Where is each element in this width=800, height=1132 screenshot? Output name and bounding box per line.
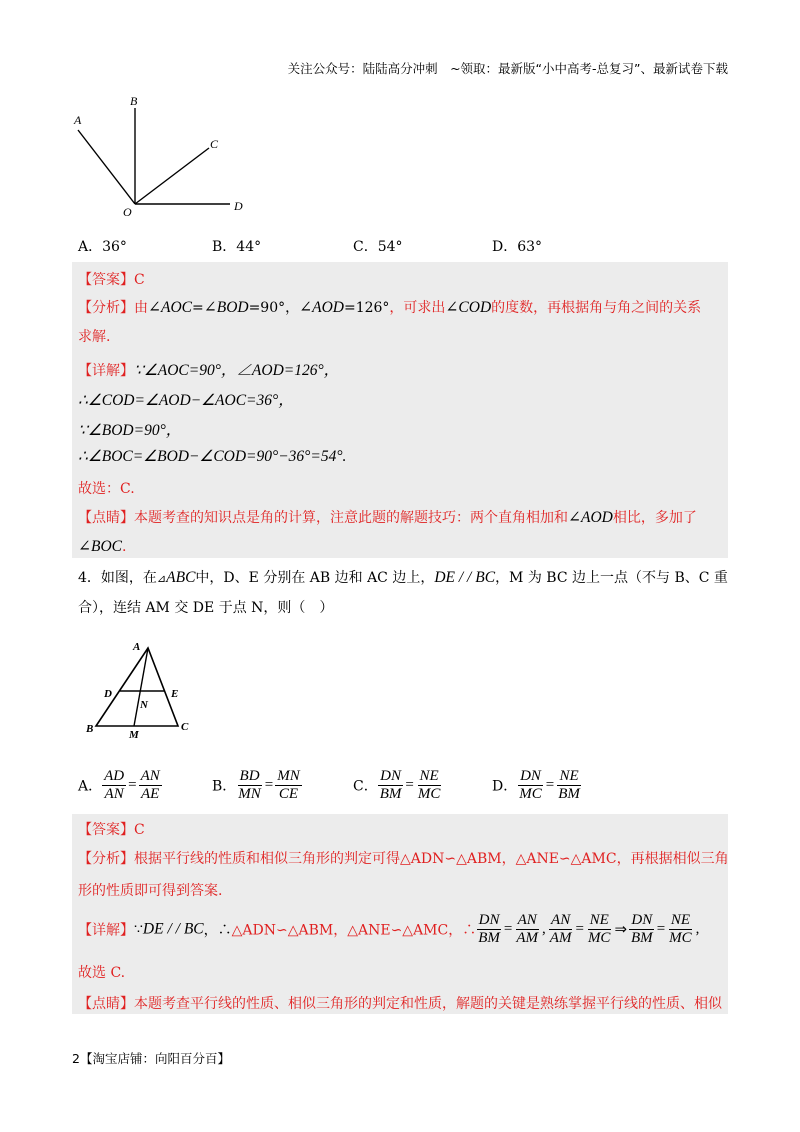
text: ，M 为 BC 边上一点（不与 B、C 重 bbox=[495, 570, 728, 586]
q3-answer bbox=[78, 269, 145, 289]
label-m: M bbox=[129, 729, 139, 740]
q3-analysis bbox=[78, 297, 701, 317]
choice-label: A． bbox=[78, 778, 103, 795]
q4-detail-line2: 故选 C. bbox=[78, 965, 126, 981]
denominator: MN bbox=[238, 786, 261, 802]
q4-choice-c[interactable] bbox=[353, 768, 442, 803]
math-de-parallel-bc: DE / / BC bbox=[434, 569, 496, 586]
equals: = bbox=[503, 921, 513, 937]
ray-oa bbox=[78, 130, 135, 204]
label-b: B bbox=[86, 723, 94, 735]
equals: = bbox=[264, 777, 274, 793]
q4-analysis bbox=[78, 848, 729, 868]
fraction bbox=[102, 768, 126, 803]
fraction bbox=[548, 912, 574, 947]
fraction bbox=[586, 912, 613, 947]
comment-tag: 【点睛】 bbox=[78, 996, 134, 1012]
numerator: DN bbox=[631, 912, 653, 928]
choice-label: C． bbox=[353, 778, 378, 795]
angle-figure bbox=[66, 92, 256, 220]
page-header: 关注公众号：陆陆高分冲刺 ~领取：最新版“小中高考-总复习”、最新试卷下载 bbox=[287, 61, 728, 76]
numerator: BD bbox=[239, 768, 260, 784]
q3-detail bbox=[78, 358, 339, 380]
answer-value: C bbox=[134, 822, 145, 838]
text: 根据平行线的性质和相似三角形的判定可得△ADN∽△ABM，△ANE∽△AMC，再根据相似三角 bbox=[134, 851, 729, 867]
comma: , bbox=[542, 921, 546, 937]
equals: = bbox=[656, 921, 666, 937]
numerator: DN bbox=[380, 768, 401, 784]
q3-analysis-line2: 求解. bbox=[78, 329, 111, 345]
detail-tag: 【详解】 bbox=[78, 922, 134, 939]
label-c: C bbox=[210, 137, 219, 151]
math-aod: ∠AOD bbox=[299, 299, 344, 316]
text: 相比，多加了 bbox=[612, 510, 697, 526]
text: 的度数，再根据角与角之间的关系 bbox=[491, 300, 702, 316]
answer-tag: 【答案】 bbox=[78, 272, 134, 288]
denominator: AM bbox=[516, 930, 539, 946]
label-a: A bbox=[133, 641, 141, 653]
denominator: BM bbox=[631, 930, 653, 946]
triangle-abc bbox=[96, 648, 178, 726]
numerator: AN bbox=[551, 912, 571, 928]
text: . bbox=[122, 539, 127, 555]
comment-tag: 【点睛】 bbox=[78, 510, 134, 526]
denominator: BM bbox=[478, 930, 500, 946]
numerator: AD bbox=[104, 768, 125, 784]
q3-choice-c[interactable]: C．54° bbox=[353, 239, 403, 255]
analysis-tag: 【分析】 bbox=[78, 851, 134, 867]
answer-tag: 【答案】 bbox=[78, 822, 134, 838]
fraction bbox=[378, 768, 404, 803]
page-footer: 2【淘宝店铺：向阳百分百】 bbox=[72, 1051, 230, 1066]
fraction bbox=[629, 912, 655, 947]
text: ，可求出 bbox=[389, 300, 446, 316]
text: 由 bbox=[134, 300, 148, 316]
label-n: N bbox=[140, 699, 148, 711]
math-bod: ∠BOD bbox=[203, 299, 249, 316]
label-d: D bbox=[104, 688, 112, 700]
because-symbol: ∵ bbox=[134, 921, 143, 938]
label-d: D bbox=[234, 199, 243, 213]
math-cod: ∠COD bbox=[445, 299, 492, 316]
numerator: DN bbox=[520, 768, 541, 784]
numerator: NE bbox=[670, 912, 690, 928]
implies-symbol: ⇒ bbox=[614, 922, 628, 938]
denominator: MC bbox=[519, 786, 542, 802]
fraction bbox=[275, 768, 302, 803]
denominator: MC bbox=[669, 930, 692, 946]
fraction bbox=[667, 912, 694, 947]
math-aod: ∠AOD bbox=[568, 509, 613, 526]
label-a: A bbox=[74, 113, 82, 127]
denominator: AN bbox=[104, 786, 124, 802]
q4-choice-a[interactable] bbox=[78, 768, 162, 803]
label-b: B bbox=[130, 94, 138, 108]
fraction bbox=[556, 768, 582, 803]
math-90: =90°， bbox=[248, 300, 300, 316]
numerator: DN bbox=[478, 912, 500, 928]
triangle-symbol: ⊿ bbox=[156, 572, 167, 585]
detail-line-4: ∴∠BOC=∠BOD−∠COD=90°−36°=54°. bbox=[78, 448, 347, 465]
comma: , bbox=[695, 921, 700, 937]
q4-stem bbox=[78, 567, 728, 587]
text: 本题考查的知识点是角的计算，注意此题的解题技巧：两个直角相加和 bbox=[134, 510, 568, 526]
equals: = bbox=[545, 777, 555, 793]
label-o: O bbox=[123, 205, 132, 219]
q4-comment bbox=[78, 993, 722, 1013]
analysis-tag: 【分析】 bbox=[78, 300, 134, 316]
choice-label: B． bbox=[212, 778, 237, 795]
denominator: BM bbox=[379, 786, 402, 802]
equals: = bbox=[128, 777, 137, 793]
math-boc: ∠BOC bbox=[78, 538, 122, 555]
fraction bbox=[416, 768, 443, 803]
ray-oc bbox=[135, 148, 209, 204]
math-abc: ABC bbox=[166, 569, 196, 586]
math-eq: = bbox=[192, 300, 204, 316]
q3-comment-line2 bbox=[78, 537, 126, 556]
q3-choice-b[interactable]: B．44° bbox=[212, 239, 262, 255]
therefore-symbol: ，∴ bbox=[203, 922, 232, 939]
q3-comment bbox=[78, 507, 697, 527]
fraction bbox=[139, 768, 162, 803]
label-c: C bbox=[181, 721, 189, 733]
detail-line-2: ∴∠COD=∠AOD−∠AOC=36°， bbox=[78, 392, 294, 409]
triangle-figure bbox=[82, 640, 202, 740]
equals: = bbox=[575, 921, 584, 937]
numerator: MN bbox=[277, 768, 300, 784]
detail-line-1: ∵∠AOC=90°，∠AOD=126°， bbox=[134, 362, 340, 379]
detail-tag: 【详解】 bbox=[78, 363, 134, 379]
q4-stem-line2: 合），连结 AM 交 DE 于点 N，则（ ） bbox=[78, 600, 334, 616]
text: 4．如图，在 bbox=[78, 570, 157, 586]
q3-choice-d[interactable]: D．63° bbox=[492, 239, 543, 255]
math-de-parallel-bc: DE / / BC bbox=[142, 920, 204, 938]
q4-analysis-line2: 形的性质即可得到答案. bbox=[78, 883, 223, 899]
numerator: NE bbox=[559, 768, 579, 784]
q3-choice-a[interactable]: A．36° bbox=[78, 239, 127, 255]
detail-line-5: 故选：C. bbox=[78, 481, 135, 497]
q4-detail bbox=[78, 912, 701, 947]
text: 本题考查平行线的性质、相似三角形的判定和性质，解题的关键是熟练掌握平行线的性质、相似 bbox=[134, 996, 722, 1012]
detail-line-3: ∵∠BOD=90°， bbox=[78, 422, 182, 439]
q4-answer bbox=[78, 819, 145, 839]
similar-triangles: △ADN∽△ABM，△ANE∽△AMC，∴ bbox=[231, 922, 477, 939]
numerator: NE bbox=[589, 912, 609, 928]
label-e: E bbox=[171, 688, 179, 700]
q4-choice-b[interactable] bbox=[212, 768, 302, 803]
numerator: NE bbox=[419, 768, 439, 784]
numerator: AN bbox=[140, 768, 160, 784]
denominator: MC bbox=[417, 786, 441, 802]
fraction bbox=[236, 768, 263, 803]
math-126: =126° bbox=[343, 300, 390, 316]
fraction bbox=[517, 768, 544, 803]
q4-choice-d[interactable] bbox=[492, 768, 582, 803]
fraction bbox=[476, 912, 502, 947]
denominator: AE bbox=[141, 786, 160, 802]
denominator: CE bbox=[278, 786, 299, 802]
denominator: MC bbox=[587, 930, 611, 946]
choice-label: D． bbox=[492, 778, 518, 795]
answer-value: C bbox=[134, 272, 145, 288]
equals: = bbox=[405, 777, 414, 793]
math-aoc: ∠AOC bbox=[148, 299, 192, 316]
numerator: AN bbox=[517, 912, 537, 928]
denominator: BM bbox=[558, 786, 580, 802]
denominator: AM bbox=[549, 930, 572, 946]
text: 中，D、E 分别在 AB 边和 AC 边上， bbox=[195, 570, 435, 586]
fraction bbox=[514, 912, 540, 947]
